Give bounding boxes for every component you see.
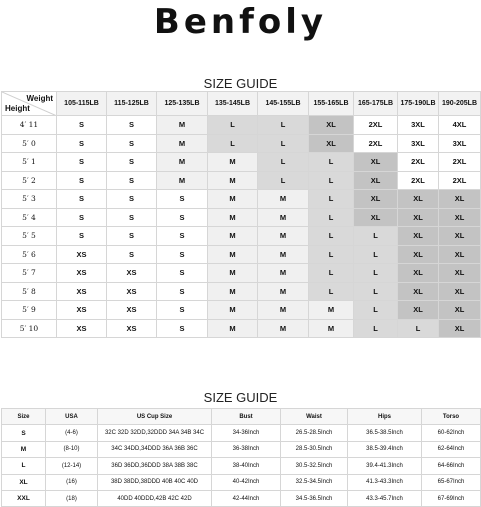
height-cell: 5′ 3 — [2, 190, 57, 209]
measurement-cell: 65-67Inch — [422, 474, 481, 490]
size-cell: 4XL — [439, 116, 481, 135]
size-cell: S — [157, 264, 208, 283]
size-cell: XL — [439, 301, 481, 320]
table-row — [2, 116, 481, 135]
size-cell: XL — [398, 245, 439, 264]
size-cell: L — [309, 153, 354, 172]
size-cell: 2XL — [439, 153, 481, 172]
weight-header-0: 105-115LB — [57, 92, 107, 116]
measurement-header-0: Size — [2, 409, 46, 425]
size-cell: L — [208, 116, 258, 135]
size-cell: 2XL — [398, 153, 439, 172]
size-cell: S — [57, 116, 107, 135]
weight-axis-label: Weight — [26, 94, 53, 103]
measurement-cell: 40-42Inch — [212, 474, 281, 490]
measurement-cell: (16) — [46, 474, 98, 490]
measurement-cell: 41.3-43.3Inch — [348, 474, 422, 490]
measurement-header-1: USA — [46, 409, 98, 425]
measurement-cell: 28.5-30.5Inch — [281, 441, 348, 457]
size-cell: XL — [398, 227, 439, 246]
size-cell: XL — [439, 208, 481, 227]
size-cell: S — [157, 208, 208, 227]
table-row — [2, 245, 481, 264]
size-cell: L — [354, 264, 398, 283]
size-cell: S — [107, 171, 157, 190]
size-guide-title-2: SIZE GUIDE — [203, 390, 278, 405]
size-cell: M — [157, 153, 208, 172]
size-cell: XL — [354, 153, 398, 172]
measurement-cell: 67-69Inch — [422, 490, 481, 506]
size-cell: M — [157, 116, 208, 135]
size-cell: 3XL — [439, 134, 481, 153]
measurement-cell: 34C 34DD,34DDD 36A 36B 36C — [98, 441, 212, 457]
size-cell: XL — [439, 282, 481, 301]
size-cell: 2XL — [354, 116, 398, 135]
size-cell: M — [258, 190, 309, 209]
measurement-cell: 60-62Inch — [422, 425, 481, 441]
table-row — [2, 490, 481, 506]
size-label-cell: S — [2, 425, 46, 441]
size-cell: M — [258, 301, 309, 320]
measurement-header-6: Torso — [422, 409, 481, 425]
size-cell: XL — [309, 116, 354, 135]
size-guide-title: SIZE GUIDE — [203, 76, 278, 91]
height-cell: 5′ 5 — [2, 227, 57, 246]
size-cell: L — [258, 153, 309, 172]
size-cell: L — [354, 319, 398, 338]
table-row — [2, 282, 481, 301]
measurement-cell: 38.5-39.4Inch — [348, 441, 422, 457]
size-cell: XL — [398, 264, 439, 283]
measurement-cell: 36.5-38.5Inch — [348, 425, 422, 441]
size-cell: M — [309, 319, 354, 338]
measurement-header-row — [2, 409, 481, 425]
table-row — [2, 474, 481, 490]
size-cell: M — [258, 319, 309, 338]
size-cell: M — [208, 282, 258, 301]
size-cell: S — [157, 245, 208, 264]
measurement-cell: 32.5-34.5Inch — [281, 474, 348, 490]
size-cell: XL — [398, 282, 439, 301]
measurement-cell: 30.5-32.5Inch — [281, 458, 348, 474]
size-cell: M — [157, 134, 208, 153]
size-cell: S — [107, 116, 157, 135]
height-cell: 5′ 10 — [2, 319, 57, 338]
size-cell: L — [398, 319, 439, 338]
table-row — [2, 227, 481, 246]
size-cell: M — [258, 245, 309, 264]
measurement-cell: 34-36Inch — [212, 425, 281, 441]
size-cell: S — [157, 282, 208, 301]
size-cell: XS — [107, 319, 157, 338]
size-cell: M — [208, 171, 258, 190]
table-row — [2, 425, 481, 441]
measurement-header-2: US Cup Size — [98, 409, 212, 425]
measurement-cell: (18) — [46, 490, 98, 506]
measurement-cell: 36-38Inch — [212, 441, 281, 457]
table-row — [2, 441, 481, 457]
size-cell: S — [107, 245, 157, 264]
height-cell: 5′ 0 — [2, 134, 57, 153]
size-cell: L — [208, 134, 258, 153]
size-cell: XL — [439, 264, 481, 283]
size-cell: S — [57, 227, 107, 246]
weight-header-8: 190-205LB — [439, 92, 481, 116]
size-cell: 2XL — [354, 134, 398, 153]
size-cell: M — [208, 245, 258, 264]
size-cell: XL — [398, 301, 439, 320]
weight-header-1: 115-125LB — [107, 92, 157, 116]
measurement-cell: 32C 32D 32DD,32DDD 34A 34B 34C — [98, 425, 212, 441]
size-cell: XS — [57, 282, 107, 301]
measurement-header-3: Bust — [212, 409, 281, 425]
size-cell: L — [309, 245, 354, 264]
size-cell: XS — [107, 282, 157, 301]
measurement-cell: 36D 36DD,36DDD 38A 38B 38C — [98, 458, 212, 474]
size-cell: M — [258, 208, 309, 227]
table-row — [2, 319, 481, 338]
height-cell: 5′ 9 — [2, 301, 57, 320]
size-label-cell: XL — [2, 474, 46, 490]
measurement-cell: 40DD 40DDD,42B 42C 42D — [98, 490, 212, 506]
measurement-cell: 38-40Inch — [212, 458, 281, 474]
size-cell: M — [258, 264, 309, 283]
size-cell: 3XL — [398, 116, 439, 135]
size-cell: L — [354, 282, 398, 301]
table-row — [2, 171, 481, 190]
size-cell: XL — [354, 171, 398, 190]
size-cell: L — [309, 190, 354, 209]
height-cell: 5′ 1 — [2, 153, 57, 172]
size-cell: M — [309, 301, 354, 320]
table-row — [2, 301, 481, 320]
height-weight-size-table — [1, 91, 481, 338]
measurement-cell: 38D 38DD,38DDD 40B 40C 40D — [98, 474, 212, 490]
measurement-header-4: Waist — [281, 409, 348, 425]
size-cell: L — [309, 171, 354, 190]
size-label-cell: L — [2, 458, 46, 474]
size-cell: 2XL — [398, 171, 439, 190]
size-cell: S — [107, 153, 157, 172]
height-cell: 5′ 8 — [2, 282, 57, 301]
table-row — [2, 458, 481, 474]
weight-header-3: 135-145LB — [208, 92, 258, 116]
size-cell: XL — [354, 190, 398, 209]
size-cell: S — [107, 208, 157, 227]
size-cell: S — [157, 319, 208, 338]
measurement-cell: 43.3-45.7Inch — [348, 490, 422, 506]
table-row — [2, 190, 481, 209]
height-cell: 5′ 7 — [2, 264, 57, 283]
size-cell: S — [57, 171, 107, 190]
size-cell: S — [107, 190, 157, 209]
size-cell: XL — [309, 134, 354, 153]
measurement-size-table — [1, 408, 481, 507]
size-cell: 2XL — [439, 171, 481, 190]
measurement-cell: 39.4-41.3Inch — [348, 458, 422, 474]
weight-header-row — [2, 92, 481, 116]
size-cell: S — [157, 227, 208, 246]
measurement-cell: 26.5-28.5Inch — [281, 425, 348, 441]
size-cell: S — [57, 208, 107, 227]
table-row — [2, 153, 481, 172]
size-cell: M — [208, 227, 258, 246]
size-cell: XL — [398, 190, 439, 209]
size-cell: M — [208, 190, 258, 209]
height-axis-label: Height — [5, 104, 30, 113]
table-row — [2, 264, 481, 283]
size-cell: L — [354, 227, 398, 246]
size-cell: L — [309, 227, 354, 246]
size-cell: 3XL — [398, 134, 439, 153]
size-cell: XS — [57, 301, 107, 320]
size-cell: L — [309, 208, 354, 227]
measurement-cell: 42-44Inch — [212, 490, 281, 506]
size-cell: XS — [107, 301, 157, 320]
height-cell: 4′ 11 — [2, 116, 57, 135]
weight-header-2: 125-135LB — [157, 92, 208, 116]
size-cell: XS — [57, 245, 107, 264]
size-cell: S — [107, 134, 157, 153]
size-label-cell: M — [2, 441, 46, 457]
size-cell: L — [258, 171, 309, 190]
size-cell: S — [157, 301, 208, 320]
height-cell: 5′ 4 — [2, 208, 57, 227]
height-cell: 5′ 2 — [2, 171, 57, 190]
size-cell: M — [208, 208, 258, 227]
size-cell: L — [354, 301, 398, 320]
size-cell: M — [208, 264, 258, 283]
weight-header-5: 155-165LB — [309, 92, 354, 116]
size-cell: L — [258, 116, 309, 135]
size-cell: L — [309, 282, 354, 301]
measurement-cell: 62-64Inch — [422, 441, 481, 457]
size-cell: L — [354, 245, 398, 264]
size-cell: XL — [354, 208, 398, 227]
brand-logo: Benfoly — [153, 2, 328, 42]
size-cell: S — [57, 153, 107, 172]
weight-header-6: 165-175LB — [354, 92, 398, 116]
size-cell: XL — [398, 208, 439, 227]
size-cell: L — [309, 264, 354, 283]
size-cell: XS — [57, 264, 107, 283]
measurement-header-5: Hips — [348, 409, 422, 425]
weight-header-4: 145-155LB — [258, 92, 309, 116]
size-cell: M — [258, 282, 309, 301]
size-cell: XS — [107, 264, 157, 283]
measurement-cell: (8-10) — [46, 441, 98, 457]
size-cell: S — [57, 190, 107, 209]
corner-cell — [2, 92, 57, 116]
size-cell: M — [208, 153, 258, 172]
size-cell: M — [208, 301, 258, 320]
height-cell: 5′ 6 — [2, 245, 57, 264]
measurement-cell: 64-66Inch — [422, 458, 481, 474]
measurement-cell: 34.5-36.5Inch — [281, 490, 348, 506]
size-cell: XS — [57, 319, 107, 338]
weight-header-7: 175-190LB — [398, 92, 439, 116]
size-cell: XL — [439, 190, 481, 209]
size-cell: XL — [439, 319, 481, 338]
measurement-cell: (4-6) — [46, 425, 98, 441]
size-cell: S — [157, 190, 208, 209]
size-cell: S — [57, 134, 107, 153]
table-row — [2, 134, 481, 153]
size-cell: M — [208, 319, 258, 338]
size-cell: XL — [439, 245, 481, 264]
size-cell: M — [157, 171, 208, 190]
size-cell: M — [258, 227, 309, 246]
size-cell: XL — [439, 227, 481, 246]
size-label-cell: XXL — [2, 490, 46, 506]
size-cell: L — [258, 134, 309, 153]
size-cell: S — [107, 227, 157, 246]
table-row — [2, 208, 481, 227]
measurement-cell: (12-14) — [46, 458, 98, 474]
